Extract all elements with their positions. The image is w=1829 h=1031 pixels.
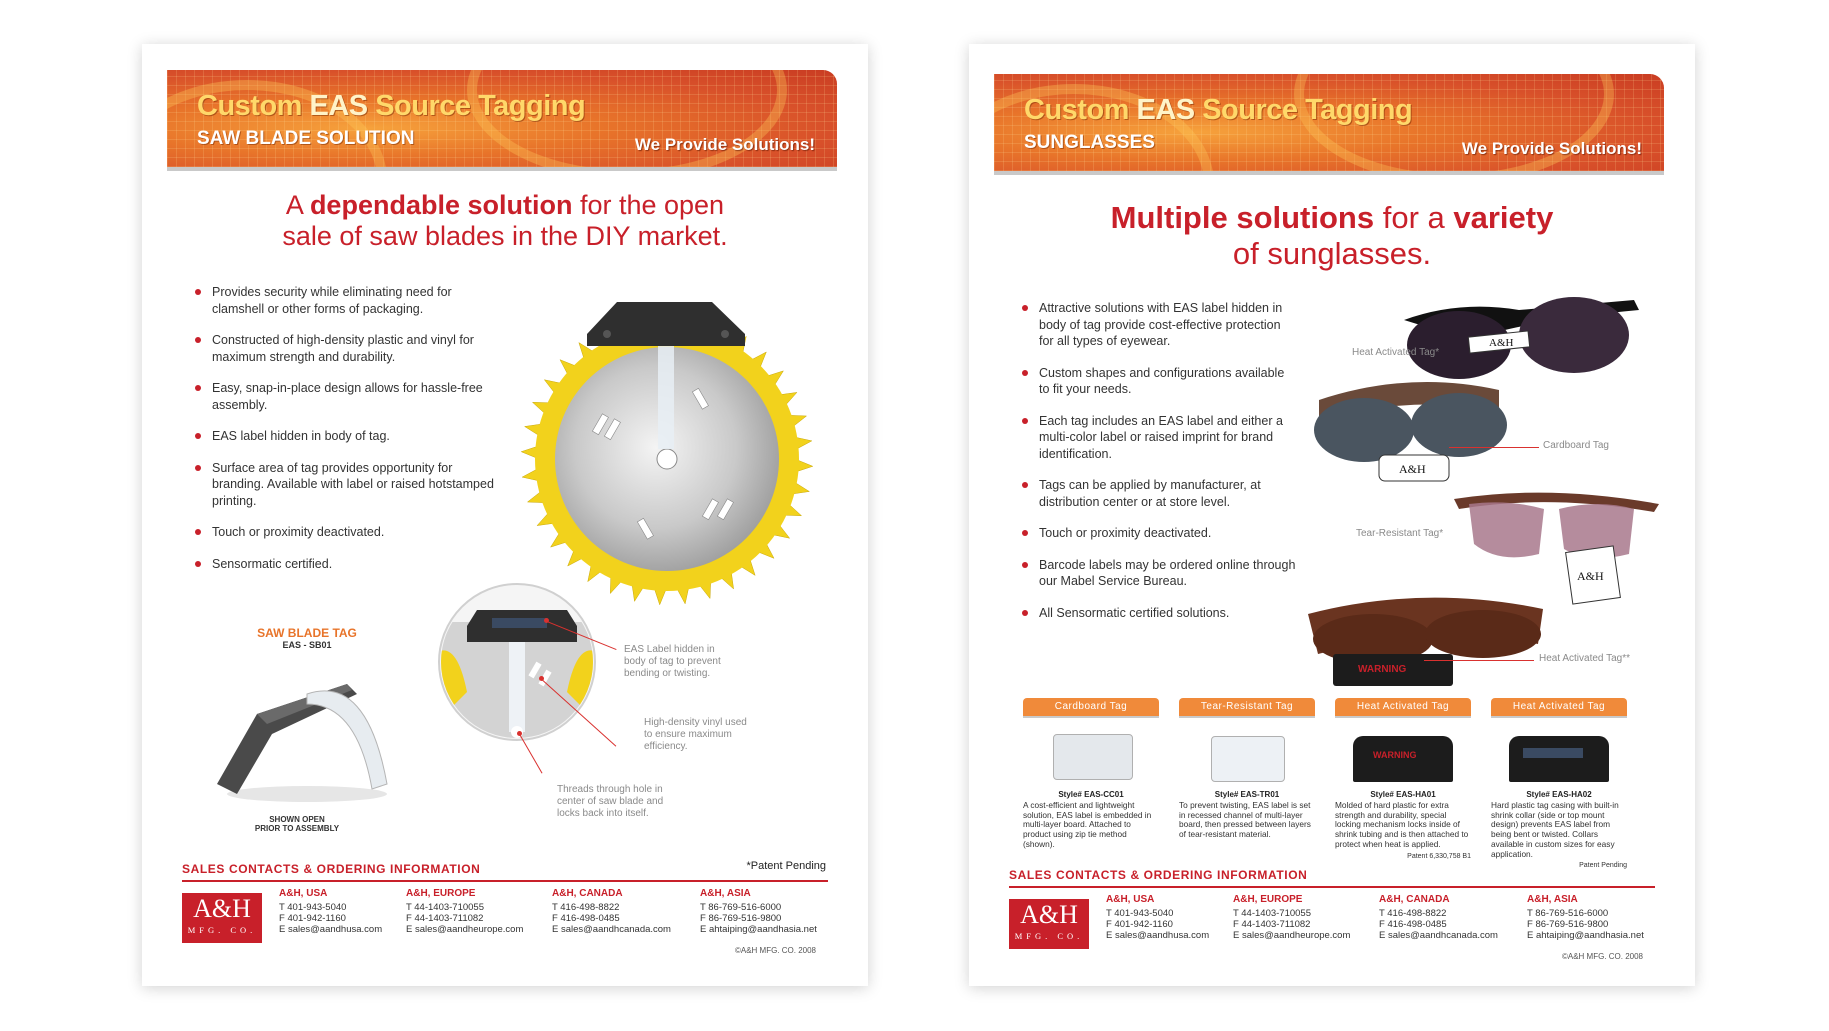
banner-title	[1024, 94, 1412, 127]
tag-caption	[212, 626, 402, 650]
feature-item: Surface area of tag provides opportunity for branding. Available with label or raised hotstamped printing.	[192, 460, 502, 510]
contact-fax: F 416-498-0485	[1379, 919, 1447, 930]
callout-text: High-density vinyl used to ensure maximum efficiency.	[644, 717, 747, 752]
contact-name: A&H, CANADA	[552, 888, 623, 899]
callout-dot	[544, 618, 549, 623]
contact-email: E sales@aandheurope.com	[1233, 930, 1351, 942]
tag-model: EAS - SB01	[282, 640, 332, 650]
sunglasses-image	[1303, 584, 1553, 704]
caption-line: PRIOR TO ASSEMBLY	[254, 823, 340, 833]
contact-name: A&H, ASIA	[700, 888, 751, 899]
copyright: ©A&H MFG. CO. 2008	[734, 946, 816, 955]
saw-blade-image	[517, 294, 817, 614]
contact-phone: T 401-943-5040	[1106, 907, 1174, 919]
tag-open-image	[197, 664, 397, 814]
tag-description: To prevent twisting, EAS label is set in recessed channel of multi-layer board, then pressed between layers of tear-resistant material.	[1179, 800, 1311, 840]
title-part: EAS	[1136, 94, 1195, 126]
logo-main: A&H	[193, 894, 251, 923]
title-part: EAS	[309, 90, 368, 122]
flyer-sunglasses	[969, 44, 1695, 986]
contact-fax: F 86-769-516-9800	[700, 913, 782, 924]
divider	[182, 880, 828, 882]
company-logo	[182, 893, 262, 943]
contact-phone: T 86-769-516-6000	[700, 901, 782, 913]
contact-name: A&H, CANADA	[1379, 894, 1450, 905]
tag-description: A cost-efficient and lightweight solution, EAS label is embedded in multi-layer board. Attached to product using zip tie method (shown).	[1023, 800, 1152, 849]
copyright: ©A&H MFG. CO. 2008	[1561, 952, 1643, 961]
feature-item: Each tag includes an EAS label and either a multi-color label or raised imprint for brand identification.	[1019, 413, 1297, 463]
logo-sub: MFG. CO.	[187, 925, 257, 935]
feature-item: All Sensormatic certified solutions.	[1019, 605, 1297, 622]
tear-tag-shape	[1211, 736, 1285, 782]
company-logo	[1009, 899, 1089, 949]
contact-phone: T 44-1403-710055	[406, 901, 484, 913]
headline-line2: of sunglasses.	[1232, 235, 1432, 271]
contact-usa	[1106, 894, 1209, 941]
feature-item: Touch or proximity deactivated.	[192, 524, 502, 541]
tag-description: Molded of hard plastic for extra strength and durability, special locking mechanism locks inside of shrink tubing and is then attached to protect when heat is applied.	[1335, 800, 1469, 849]
title-part: Custom	[197, 90, 310, 122]
tag-header: Tear-Resistant Tag	[1179, 698, 1315, 716]
contact-email: E sales@aandhcanada.com	[552, 924, 671, 936]
contact-email: E ahtaiping@aandhasia.net	[700, 924, 817, 936]
patent-note: *Patent Pending	[746, 860, 826, 872]
header-banner	[167, 70, 837, 167]
headline-bold: dependable solution	[309, 190, 573, 220]
feature-item: Easy, snap-in-place design allows for hassle-free assembly.	[192, 380, 502, 413]
title-part: Custom	[1024, 94, 1137, 126]
tag-title: SAW BLADE TAG	[257, 626, 357, 640]
feature-item: Provides security while eliminating need for clamshell or other forms of packaging.	[192, 284, 502, 317]
contact-usa	[279, 888, 382, 935]
contact-phone: T 86-769-516-6000	[1527, 907, 1609, 919]
contact-email: E sales@aandhusa.com	[279, 924, 383, 936]
feature-list	[192, 284, 502, 587]
callout-line	[1449, 447, 1539, 448]
callout-text: EAS Label hidden in body of tag to prevent bending or twisting.	[624, 644, 721, 679]
feature-item: Custom shapes and configurations available to fit your needs.	[1019, 365, 1297, 398]
tag-warning: WARNING	[1373, 750, 1417, 760]
feature-item: Attractive solutions with EAS label hidden in body of tag provide cost-effective protection for all types of eyewear.	[1019, 300, 1297, 350]
title-part: Source Tagging	[1194, 94, 1413, 126]
tag-style-heat-ha01	[1335, 698, 1471, 860]
contact-name: A&H, USA	[1106, 894, 1155, 905]
tag-image	[1179, 726, 1315, 788]
tag-zoom-detail	[437, 582, 597, 742]
contact-name: A&H, USA	[279, 888, 328, 899]
tag-print: A&H	[1399, 462, 1426, 476]
tag-print: A&H	[1577, 569, 1604, 583]
logo-main: A&H	[1020, 900, 1078, 929]
tag-style-number: Style# EAS-HA02	[1526, 790, 1592, 799]
contact-canada	[552, 888, 671, 935]
label-tear-resistant: Tear-Resistant Tag*	[1356, 528, 1444, 539]
contact-phone: T 416-498-8822	[1379, 907, 1447, 919]
contact-name: A&H, EUROPE	[406, 888, 476, 899]
contact-fax: F 44-1403-711082	[1233, 919, 1311, 930]
headline-bold: variety	[1453, 200, 1554, 235]
title-part: Source Tagging	[367, 90, 586, 122]
tag-image	[1491, 726, 1627, 788]
tag-header: Cardboard Tag	[1023, 698, 1159, 716]
label-window	[1523, 748, 1583, 758]
tag-style-tear-resistant	[1179, 698, 1315, 843]
contact-fax: F 86-769-516-9800	[1527, 919, 1609, 930]
contact-fax: F 416-498-0485	[552, 913, 620, 924]
contact-name: A&H, ASIA	[1527, 894, 1578, 905]
tag-image	[1335, 726, 1471, 788]
contact-europe	[1233, 894, 1350, 941]
contact-fax: F 44-1403-711082	[406, 913, 484, 924]
headline-line2: sale of saw blades in the DIY market.	[282, 221, 728, 252]
tag-style-number: Style# EAS-CC01	[1058, 790, 1124, 799]
contact-europe	[406, 888, 523, 935]
contact-email: E sales@aandheurope.com	[406, 924, 524, 936]
sales-title: SALES CONTACTS & ORDERING INFORMATION	[182, 862, 481, 876]
banner-subtitle: SAW BLADE SOLUTION	[197, 128, 415, 149]
tag-patent: Patent Pending	[1579, 862, 1627, 870]
contact-phone: T 416-498-8822	[552, 901, 620, 913]
feature-item: Tags can be applied by manufacturer, at distribution center or at store level.	[1019, 477, 1297, 510]
headline	[142, 190, 868, 252]
callout-dot	[539, 676, 544, 681]
tag-print: A&H	[1489, 337, 1514, 349]
feature-item: Touch or proximity deactivated.	[1019, 525, 1297, 542]
tag-description: Hard plastic tag casing with built-in shrink collar (side or top mount design) prevents EAS label from being bent or twisted. Collars available in custom sizes for easy application.	[1491, 800, 1619, 859]
label-heat-activated-2: Heat Activated Tag**	[1539, 653, 1630, 664]
sales-title: SALES CONTACTS & ORDERING INFORMATION	[1009, 868, 1308, 882]
label-cardboard: Cardboard Tag	[1543, 440, 1609, 451]
feature-item: Constructed of high-density plastic and vinyl for maximum strength and durability.	[192, 332, 502, 365]
contact-fax: F 401-942-1160	[279, 913, 346, 924]
logo-sub: MFG. CO.	[1014, 931, 1084, 941]
contact-phone: T 401-943-5040	[279, 901, 347, 913]
tag-style-cardboard	[1023, 698, 1159, 853]
contact-canada	[1379, 894, 1498, 941]
contact-asia	[1527, 894, 1644, 941]
feature-item: Sensormatic certified.	[192, 556, 502, 573]
tag-style-number: Style# EAS-HA01	[1370, 790, 1436, 799]
contact-phone: T 44-1403-710055	[1233, 907, 1311, 919]
label-heat-activated: Heat Activated Tag*	[1352, 347, 1440, 358]
callout-text: Threads through hole in center of saw blade and locks back into itself.	[557, 784, 664, 819]
flyer-saw-blade	[142, 44, 868, 986]
heat-tag-shape	[1509, 736, 1609, 782]
headline	[969, 200, 1695, 271]
headline-text: for the open	[572, 190, 725, 220]
contact-email: E ahtaiping@aandhasia.net	[1527, 930, 1644, 942]
tag-image	[1023, 726, 1159, 788]
cardboard-tag-shape	[1053, 734, 1133, 780]
headline-bold: Multiple solutions	[1110, 200, 1375, 235]
feature-item: EAS label hidden in body of tag.	[192, 428, 502, 445]
tag-header: Heat Activated Tag	[1491, 698, 1627, 716]
callout-dot	[517, 731, 522, 736]
header-banner	[994, 74, 1664, 171]
contact-email: E sales@aandhusa.com	[1106, 930, 1210, 942]
banner-tagline: We Provide Solutions!	[634, 135, 815, 154]
banner-title	[197, 90, 585, 123]
contact-asia	[700, 888, 817, 935]
feature-item: Barcode labels may be ordered online through our Mabel Service Bureau.	[1019, 557, 1297, 590]
tag-patent: Patent 6,330,758 B1	[1407, 852, 1471, 860]
contact-email: E sales@aandhcanada.com	[1379, 930, 1498, 942]
tag-warning: WARNING	[1358, 664, 1407, 675]
tag-style-number: Style# EAS-TR01	[1214, 790, 1280, 799]
divider	[1009, 886, 1655, 888]
banner-tagline: We Provide Solutions!	[1461, 139, 1642, 158]
headline-text: A	[285, 190, 310, 220]
banner-subtitle: SUNGLASSES	[1024, 132, 1155, 153]
headline-text: for a	[1374, 200, 1454, 235]
shown-open-caption	[232, 816, 362, 834]
contact-fax: F 401-942-1160	[1106, 919, 1173, 930]
caption-line: SHOWN OPEN	[269, 815, 325, 824]
contact-name: A&H, EUROPE	[1233, 894, 1303, 905]
tag-style-heat-ha02	[1491, 698, 1627, 869]
callout-line	[1424, 660, 1534, 661]
tag-header: Heat Activated Tag	[1335, 698, 1471, 716]
feature-list	[1019, 300, 1297, 636]
